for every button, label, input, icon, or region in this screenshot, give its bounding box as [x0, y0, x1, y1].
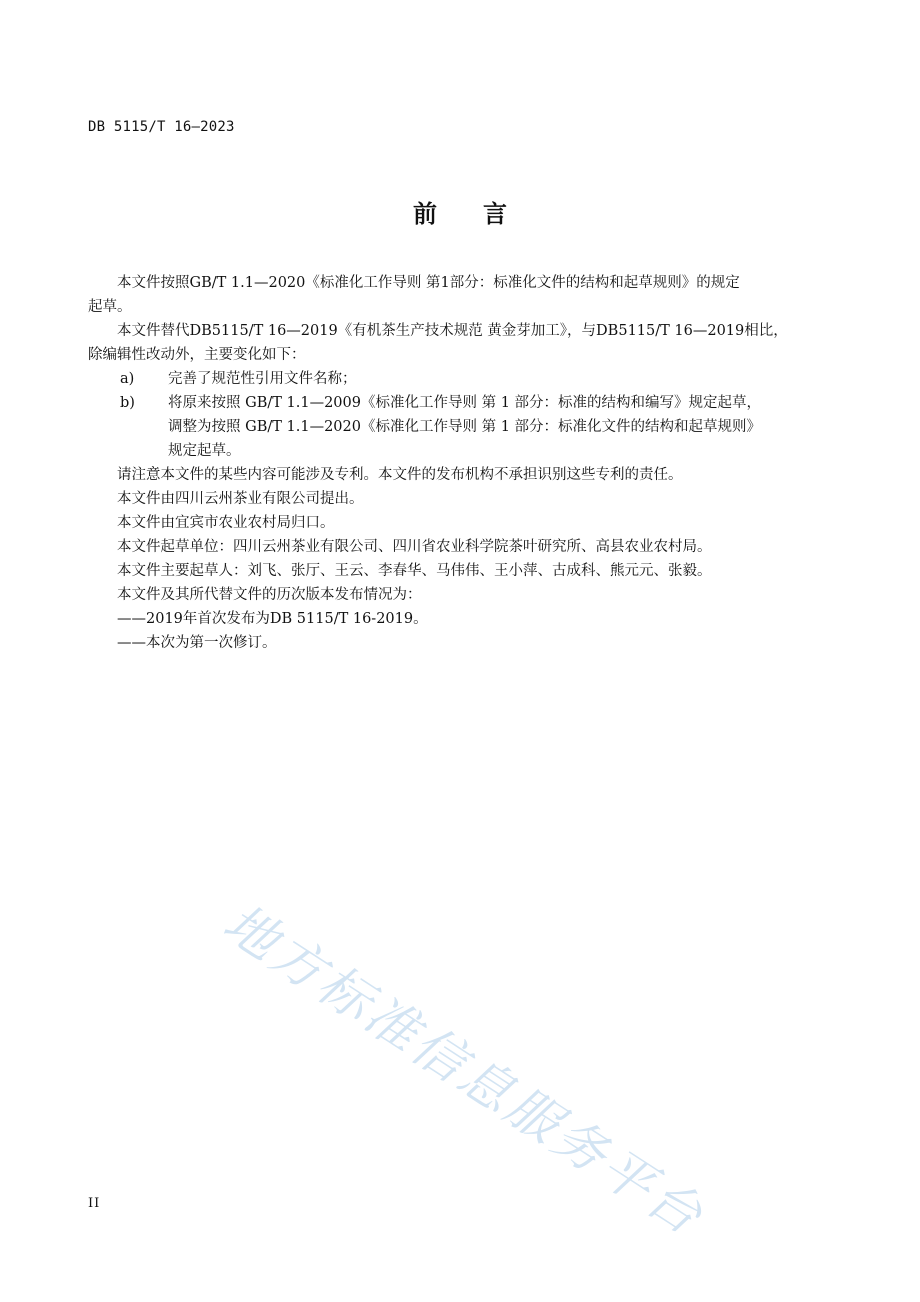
page-number: II [88, 1196, 101, 1211]
paragraph-replacement [88, 319, 816, 343]
paragraph-continuation [88, 343, 816, 367]
page-title [0, 194, 920, 229]
title-char-2: 言 [483, 200, 507, 228]
history-item-first: ——2019年首次发布为DB 5115/T 16-2019。 [117, 611, 428, 627]
paragraph-line: 本文件替代DB5115/T 16—2019《有机茶生产技术规范 黄金芽加工》，与DB5115/T 16—2019相比， [117, 323, 788, 339]
statement-drafters: 本文件主要起草人：刘飞、张厅、王云、李春华、马伟伟、王小萍、古成科、熊元元、张毅。 [117, 563, 712, 579]
document-code: DB 5115/T 16—2023 [88, 119, 235, 135]
statement-centralized: 本文件由宜宾市农业农村局归口。 [117, 515, 335, 531]
list-item-text: 完善了规范性引用文件名称； [168, 371, 357, 387]
list-item-text: 调整为按照 GB/T 1.1—2020《标准化工作导则 第 1 部分：标准化文件的结构和起草规则》 [168, 419, 762, 435]
paragraph-line: 本文件按照GB/T 1.1—2020《标准化工作导则 第1部分：标准化文件的结构和起草规则》的规定 [117, 275, 740, 291]
list-item-text: 将原来按照 GB/T 1.1—2009《标准化工作导则 第 1 部分：标准的结构和编写》规定起草， [168, 395, 762, 411]
list-item-text: 规定起草。 [168, 443, 241, 459]
paragraph-drafting-basis [88, 271, 816, 295]
paragraph-continuation [88, 295, 816, 319]
statement-history-intro: 本文件及其所代替文件的历次版本发布情况为： [117, 587, 422, 603]
foreword-body [88, 271, 816, 655]
statement-drafting-units: 本文件起草单位：四川云州茶业有限公司、四川省农业科学院茶叶研究所、高县农业农村局。 [117, 539, 712, 555]
history-item-revision: ——本次为第一次修订。 [117, 635, 277, 651]
paragraph-line: 除编辑性改动外，主要变化如下： [88, 347, 306, 363]
paragraph-line: 起草。 [88, 299, 132, 315]
title-char-1: 前 [413, 200, 437, 228]
change-item-a [88, 367, 816, 391]
change-item-b [88, 391, 816, 463]
list-marker: b) [120, 395, 135, 411]
list-marker: a) [120, 371, 135, 387]
watermark-text: 地方标准信息服务平台 [212, 892, 716, 1249]
statement-proposer: 本文件由四川云州茶业有限公司提出。 [117, 491, 364, 507]
statement-patent: 请注意本文件的某些内容可能涉及专利。本文件的发布机构不承担识别这些专利的责任。 [117, 467, 683, 483]
